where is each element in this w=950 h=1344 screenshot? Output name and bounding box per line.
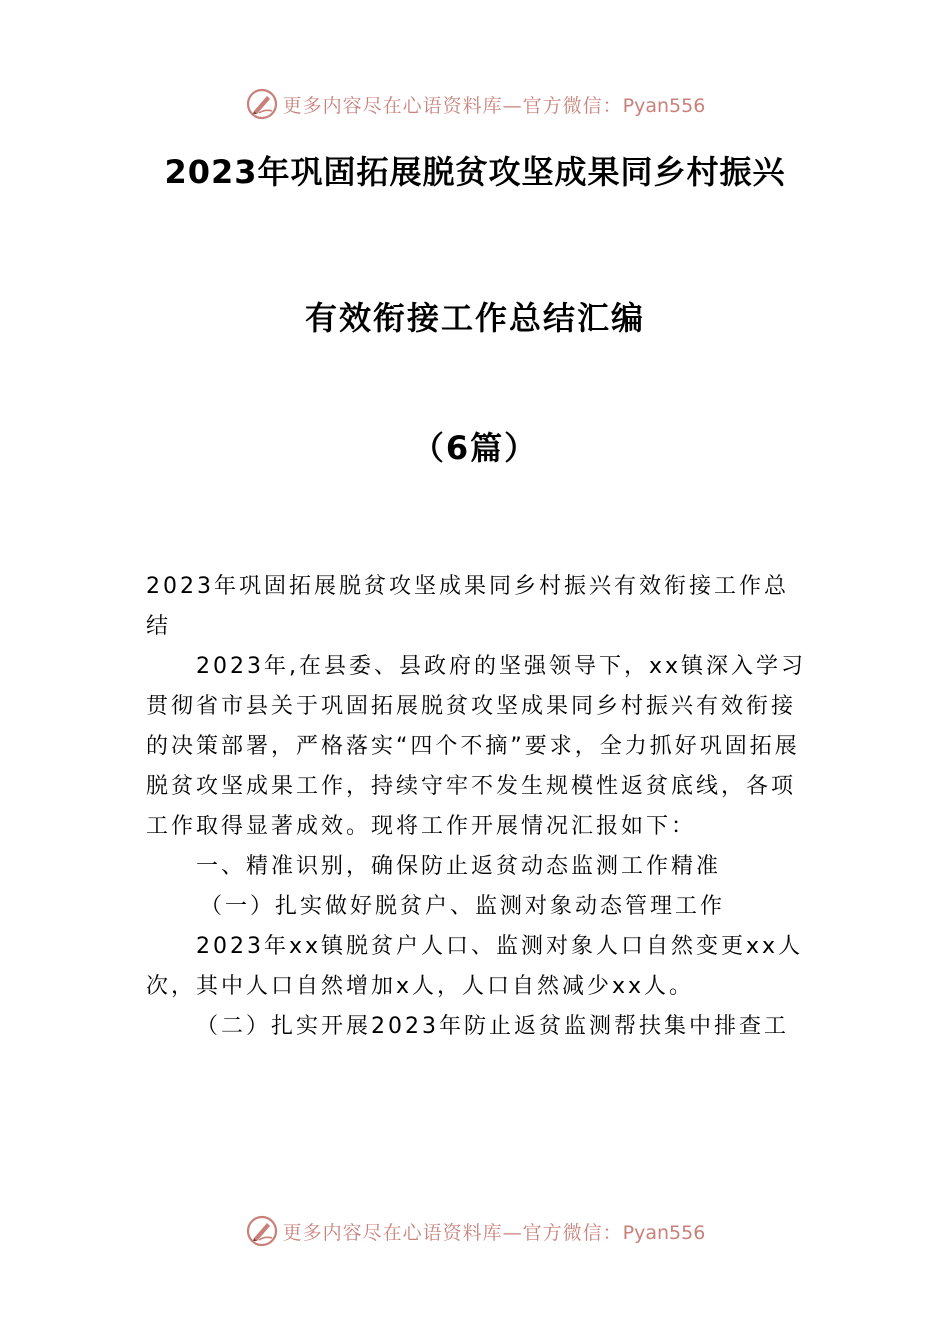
document-body xyxy=(146,567,808,1047)
article-title: 2023年巩固拓展脱贫攻坚成果同乡村振兴有效衔接工作总结 xyxy=(146,574,789,639)
pen-book-logo-icon xyxy=(245,1214,279,1248)
watermark-footer xyxy=(0,1211,950,1251)
subsection-heading-2: （二）扎实开展2023年防止返贫监测帮扶集中排查工 xyxy=(196,1014,789,1039)
subsection-paragraph-1: 2023年xx镇脱贫户人口、监测对象人口自然变更xx人次，其中人口自然增加x人，人口自然减少xx人。 xyxy=(146,934,804,999)
watermark-text: 更多内容尽在心语资料库—官方微信：Pyan556 xyxy=(282,94,706,117)
pen-book-logo-icon xyxy=(245,87,279,121)
intro-paragraph: 2023年,在县委、县政府的坚强领导下，xx镇深入学习贯彻省市县关于巩固拓展脱贫攻坚成果同乡村振兴有效衔接的决策部署，严格落实“四个不摘”要求，全力抓好巩固拓展脱贫攻坚成果工作，持续守牢不发生规模性返贫底线，各项工作取得显著成效。现将工作开展情况汇报如下： xyxy=(146,654,807,839)
watermark-wechat-id: Pyan556 xyxy=(622,94,706,117)
section-heading-1: 一、精准识别，确保防止返贫动态监测工作精准 xyxy=(196,854,722,879)
document-count: （6篇） xyxy=(411,429,539,467)
watermark-header xyxy=(0,84,950,124)
document-title-line-1: 2023年巩固拓展脱贫攻坚成果同乡村振兴 xyxy=(164,153,786,191)
watermark-wechat-id: Pyan556 xyxy=(622,1221,706,1244)
watermark-text: 更多内容尽在心语资料库—官方微信：Pyan556 xyxy=(282,1221,706,1244)
subsection-heading-1: （一）扎实做好脱贫户、监测对象动态管理工作 xyxy=(200,894,726,919)
document-title-line-2: 有效衔接工作总结汇编 xyxy=(304,299,645,337)
